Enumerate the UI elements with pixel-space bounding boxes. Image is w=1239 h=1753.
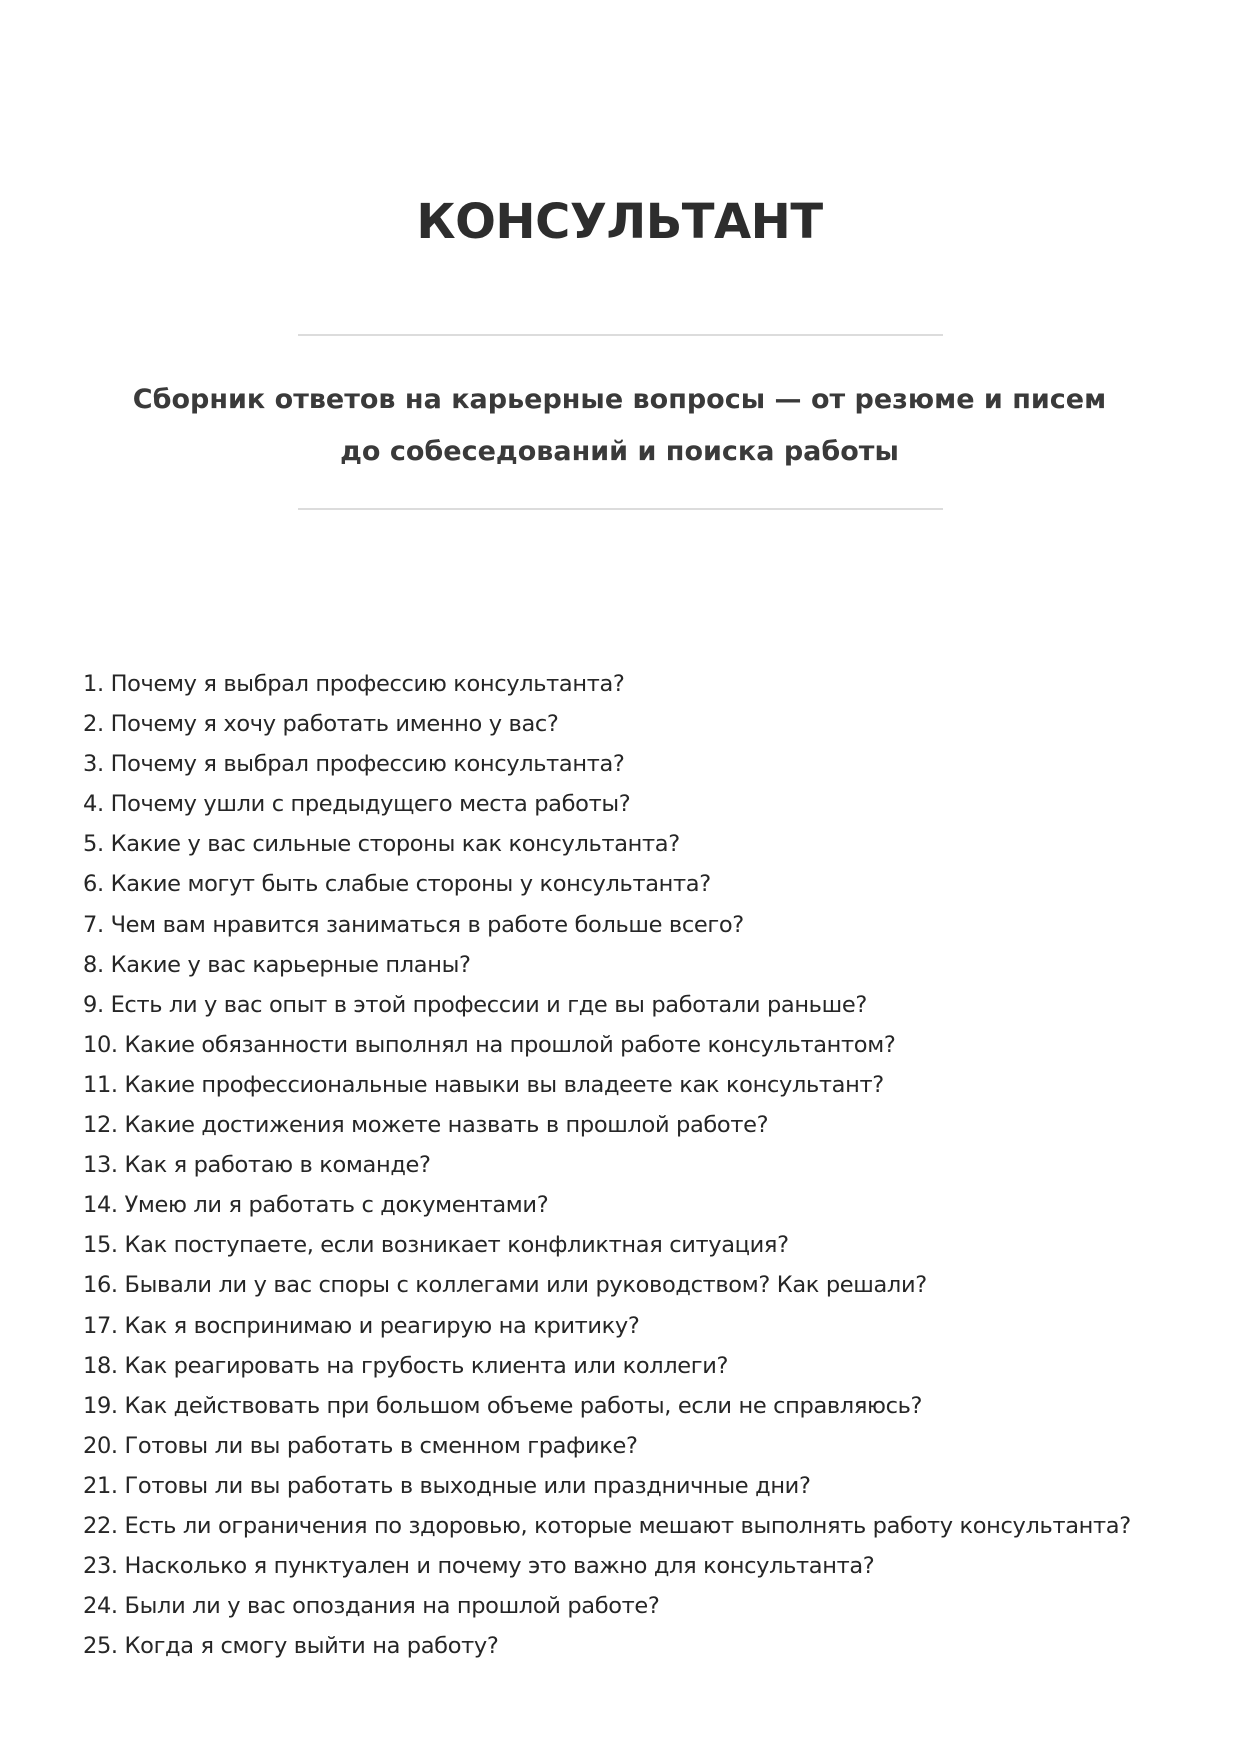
question-item: 9. Есть ли у вас опыт в этой профессии и где вы работали раньше? [83, 991, 867, 1018]
question-item: 3. Почему я выбрал профессию консультанта? [83, 751, 625, 778]
question-item: 1. Почему я выбрал профессию консультанта? [83, 671, 625, 697]
question-item: 18. Как реагировать на грубость клиента или коллеги? [83, 1352, 729, 1379]
question-item: 21. Готовы ли вы работать в выходные или праздничные дни? [83, 1472, 811, 1499]
question-item: 7. Чем вам нравится заниматься в работе больше всего? [83, 911, 744, 938]
question-item: 11. Какие профессиональные навыки вы владеете как консультант? [83, 1071, 884, 1098]
question-list [83, 664, 1183, 1666]
question-item: 22. Есть ли ограничения по здоровью, которые мешают выполнять работу консультанта? [83, 1512, 1131, 1539]
question-item: 4. Почему ушли с предыдущего места работы? [83, 791, 631, 818]
question-item: 14. Умею ли я работать с документами? [83, 1192, 549, 1219]
page-title: КОНСУЛЬТАНТ [416, 194, 823, 250]
question-item: 12. Какие достижения можете назвать в прошлой работе? [83, 1112, 769, 1139]
question-item: 15. Как поступаете, если возникает конфликтная ситуация? [83, 1232, 789, 1259]
question-item: 19. Как действовать при большом объеме работы, если не справляюсь? [83, 1392, 923, 1419]
question-item: 10. Какие обязанности выполнял на прошлой работе консультантом? [83, 1031, 896, 1058]
question-item: 6. Какие могут быть слабые стороны у консультанта? [83, 871, 711, 898]
question-item: 5. Какие у вас сильные стороны как консультанта? [83, 831, 680, 858]
page-subtitle: Сборник ответов на карьерные вопросы — от резюме и писем до собеседований и поиска работы [132, 384, 1107, 467]
question-item: 24. Были ли у вас опоздания на прошлой работе? [83, 1593, 660, 1620]
question-item: 25. Когда я смогу выйти на работу? [83, 1633, 499, 1660]
bottom-divider [298, 508, 943, 510]
question-item: 8. Какие у вас карьерные планы? [83, 951, 471, 978]
question-item: 23. Насколько я пунктуален и почему это важно для консультанта? [83, 1553, 875, 1580]
question-item: 2. Почему я хочу работать именно у вас? [83, 711, 559, 738]
top-divider [298, 334, 943, 336]
question-item: 16. Бывали ли у вас споры с коллегами или руководством? Как решали? [83, 1272, 927, 1299]
question-item: 13. Как я работаю в команде? [83, 1152, 431, 1179]
question-item: 17. Как я воспринимаю и реагирую на критику? [83, 1312, 640, 1339]
question-item: 20. Готовы ли вы работать в сменном графике? [83, 1432, 638, 1459]
